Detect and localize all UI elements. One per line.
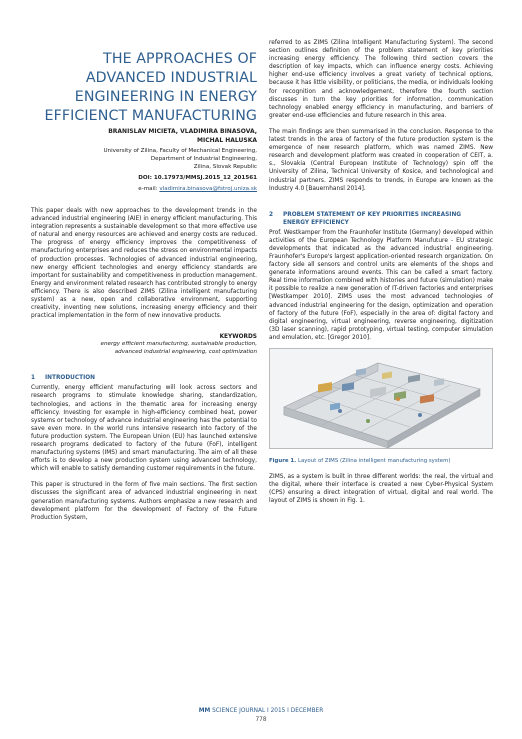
authors-line: BRANISLAV MICIETA, VLADIMIRA BINASOVA,	[108, 128, 257, 135]
figure-label: Figure 1.	[269, 458, 297, 464]
keywords-heading: KEYWORDS	[219, 334, 257, 341]
right-column	[269, 39, 493, 505]
paragraph: ZIMS, as a system is built in three different worlds: the real, the virtual and the digital, where their interface is created a new Cyber-Physical System (CPS) ensuring a direct integration of virtual, digital and real world. The layout of ZIMS is shown in Fig. 1.	[269, 474, 493, 505]
section-title: PROBLEM STATEMENT OF KEY PRIORITIES INCREASING	[283, 211, 462, 218]
section-heading	[31, 374, 257, 382]
affiliation-line: Zilina, Slovak Republic	[193, 164, 257, 170]
keywords-line: energy efficient manufacturing, sustainable production,	[100, 341, 257, 348]
factory-layout-drawing	[270, 349, 493, 449]
paragraph: Prof. Westkamper from the Fraunhofer Institute (Germany) developed within activities of the European Technology Platform Manufuture - EU strategic developments that indicated as the advanced industrial engineering. Fraunhofer's Europe's largest application-oriented research organization. On factory side all sensors and control units are elements of the shops and generate informations around events. This can be called a smart factory. Real time information combined with histories and future (simulation) make it possible to realize a new generation of IT-driven factories and enterprises [Westkamper 2010]. ZIMS uses the most advanced technologies of advanced industrial engineering for the design, optimization and operation of factory of the future (FoF), especially in the area of: digital factory and digital engineering, virtual engineering, reverse engineering, digitization (3D laser scanning), rapid prototyping, virtual testing, computer simulation and emulation, etc. [Gregor 2010].	[269, 229, 493, 341]
authors-line: MICHAL HALUSKA	[197, 137, 257, 144]
authors	[31, 127, 257, 145]
keywords	[31, 340, 257, 356]
journal-brand: MM	[198, 708, 211, 714]
paragraph: referred to as ZIMS (Zilina Intelligent Manufacturing System). The second section outlines definition of the problem statement of key priorities increasing energy efficiency. The following third section covers the description of key impacts, which can influence energy costs. Achieving higher end-use efficiency involves a great variety of technical options, because it has little visibility, or politicians, the media, or individuals looking for recognition and acknowledgement, therefore the fourth section discusses in turn the key priorities for information, communication technology enabled energy efficiency in manufacturing, and barriers of greater end-use efficiencies and future research in this area.	[269, 40, 493, 119]
affiliation-line: Department of Industrial Engineering,	[150, 156, 257, 162]
figure-caption-text: Layout of ZIMS (Zilina intelligent manufacturing system)	[297, 458, 451, 464]
section-number: 2	[269, 211, 274, 218]
paragraph: The main findings are then summarised in the conclusion. Response to the latest trends in the area of factory of the future production system is the emergence of new research platform, which was named ZIMS. New research and development platform was created in cooperation of CEIT, a. s., Slovakia (Central European Institute of Technology) spin off the University of Zilina, Technical University of Kosice, and technological and industrial partners. ZIMS responds to trends, in Europe are known as the Industry 4.0 [Bauernhansl 2014].	[269, 128, 493, 192]
zims-layout-figure	[269, 348, 493, 449]
section-title-continued: ENERGY EFFICIENCY	[283, 219, 349, 226]
abstract: This paper deals with new approaches to the development trends in the advanced industrial engineering (AIE) in energy efficient manufacturing. This integration represents a sustainable development so that more effective use of natural and energy resources are achieved and energy costs are reduced. The progress of energy efficiency improves the competitiveness of manufacturing enterprises and reduces the stress on environmental impacts of production processes. Technologies of advanced industrial engineering, new energy efficient technologies and energy efficiency standards are important for sustainability and competitiveness in production management. Energy and environment related research has contributed strongly to energy efficiency. There is also described ZIMS (Zilina intelligent manufacturing system) as a new, open and collaborative environment, supporting creativity, inventing new solutions, increasing energy efficiency and their practical implementation in the form of new innovative products.	[31, 208, 257, 320]
journal-issue: SCIENCE JOURNAL I 2015 I DECEMBER	[212, 708, 324, 714]
paragraph: This paper is structured in the form of five main sections. The first section discusses the significant area of advanced industrial engineering in next generation manufacturing systems. Authors emphasize a new research and development platform for the development of Factory of the Future Production System,	[31, 482, 257, 521]
paragraph: Currently, energy efficient manufacturing will look across sectors and research programs to stimulate knowledge sharing, standardization, technologies, and actions in the thematic area for increasing energy efficiency. Investing for example in high-efficiency combined heat, power systems or technology of advance industrial engineering has the potential to save even more. In the world runs intensive research into factory of the future production system. The European Union (EU) has launched extensive research programs dedicated to factory of the future (FoF), intelligent manufacturing systems (IMS) and smart manufacturing. The aim of all these efforts is to develop a new production system using advanced technology, which will enable to satisfy demanding customer requirements in the future.	[31, 385, 257, 473]
figure-caption	[269, 457, 493, 465]
email-link[interactable]: vladimira.binasova@fstroj.uniza.sk	[159, 186, 257, 192]
page-number: 778	[255, 717, 267, 723]
paper-title: THE APPROACHES OF ADVANCED INDUSTRIAL ENGINEERING IN ENERGY EFFICIENCT MANUFACTURING	[44, 51, 257, 124]
affiliation	[31, 147, 257, 171]
left-column	[31, 50, 257, 522]
keywords-line: advanced industrial engineering, cost optimization	[114, 349, 257, 356]
email-label: e-mail:	[138, 186, 158, 192]
section-heading	[269, 211, 493, 227]
affiliation-line: University of Zilina, Faculty of Mechanical Engineering,	[103, 148, 257, 154]
section-number: 1	[31, 375, 36, 382]
section-title: INTRODUCTION	[45, 375, 96, 382]
journal-footer	[0, 707, 522, 716]
doi: DOI: 10.17973/MMSJ.2015_12_201561	[138, 175, 257, 181]
email-line	[31, 185, 257, 193]
